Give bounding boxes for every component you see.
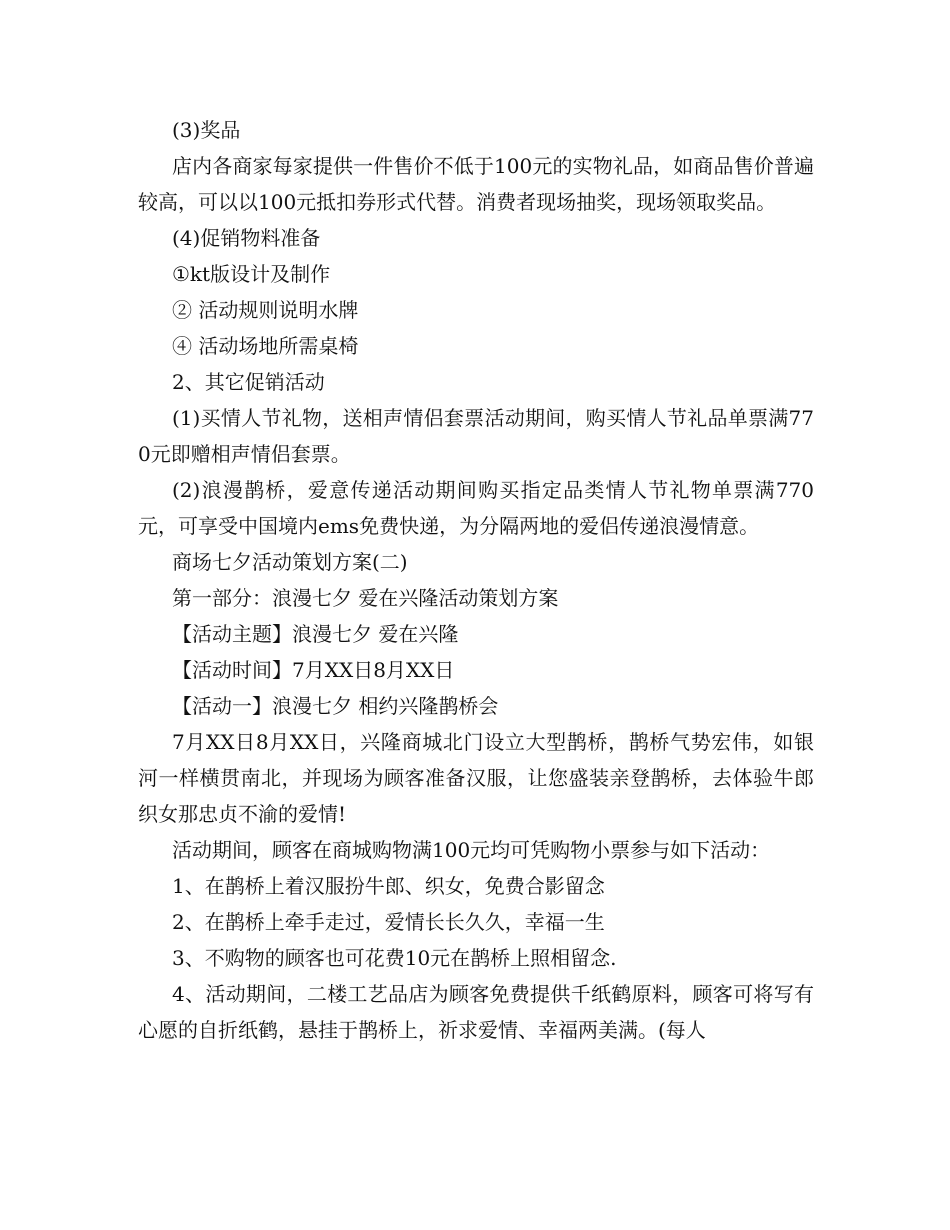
paragraph-materials-heading: (4)促销物料准备 (172, 226, 321, 250)
paragraph-other-promotions-heading: 2、其它促销活动 (172, 370, 325, 394)
paragraph-part-one-title: 第一部分：浪漫七夕 爱在兴隆活动策划方案 (172, 586, 559, 610)
paragraph-activity-intro: 活动期间，顾客在商城购物满100元均可凭购物小票参与如下活动： (172, 838, 771, 862)
document-body (138, 112, 814, 1048)
paragraph-bridge-description: 7月XX日8月XX日，兴隆商城北门设立大型鹊桥，鹊桥气势宏伟，如银河一样横贯南北，并现场为顾客准备汉服，让您盛装亲登鹊桥，去体验牛郎织女那忠贞不渝的爱情! (138, 730, 814, 826)
paragraph-promotion-2: (2)浪漫鹊桥，爱意传递活动期间购买指定品类情人节礼物单票满770元，可享受中国境内ems免费快递，为分隔两地的爱侣传递浪漫情意。 (138, 478, 814, 538)
paragraph-materials-item-4: ④ 活动场地所需桌椅 (172, 334, 359, 358)
paragraph-plan-two-title: 商场七夕活动策划方案(二) (172, 550, 408, 574)
paragraph-activity-one: 【活动一】浪漫七夕 相约兴隆鹊桥会 (172, 694, 499, 718)
paragraph-materials-item-1: ①kt版设计及制作 (172, 262, 331, 286)
paragraph-activity-item-1: 1、在鹊桥上着汉服扮牛郎、织女，免费合影留念 (172, 874, 605, 898)
paragraph-activity-item-4: 4、活动期间，二楼工艺品店为顾客免费提供千纸鹤原料，顾客可将写有心愿的自折纸鹤，悬挂于鹊桥上，祈求爱情、幸福两美满。(每人 (138, 982, 814, 1042)
paragraph-activity-item-2: 2、在鹊桥上牵手走过，爱情长长久久，幸福一生 (172, 910, 605, 934)
paragraph-materials-item-2: ② 活动规则说明水牌 (172, 298, 359, 322)
paragraph-activity-time: 【活动时间】7月XX日8月XX日 (172, 658, 455, 682)
paragraph-promotion-1: (1)买情人节礼物，送相声情侣套票活动期间，购买情人节礼品单票满770元即赠相声情侣套票。 (138, 406, 814, 466)
paragraph-activity-item-3: 3、不购物的顾客也可花费10元在鹊桥上照相留念. (172, 946, 617, 970)
paragraph-prize-detail: 店内各商家每家提供一件售价不低于100元的实物礼品，如商品售价普遍较高，可以以100元抵扣券形式代替。消费者现场抽奖，现场领取奖品。 (138, 154, 814, 214)
paragraph-prize-heading: (3)奖品 (172, 118, 241, 142)
paragraph-activity-theme: 【活动主题】浪漫七夕 爱在兴隆 (172, 622, 459, 646)
